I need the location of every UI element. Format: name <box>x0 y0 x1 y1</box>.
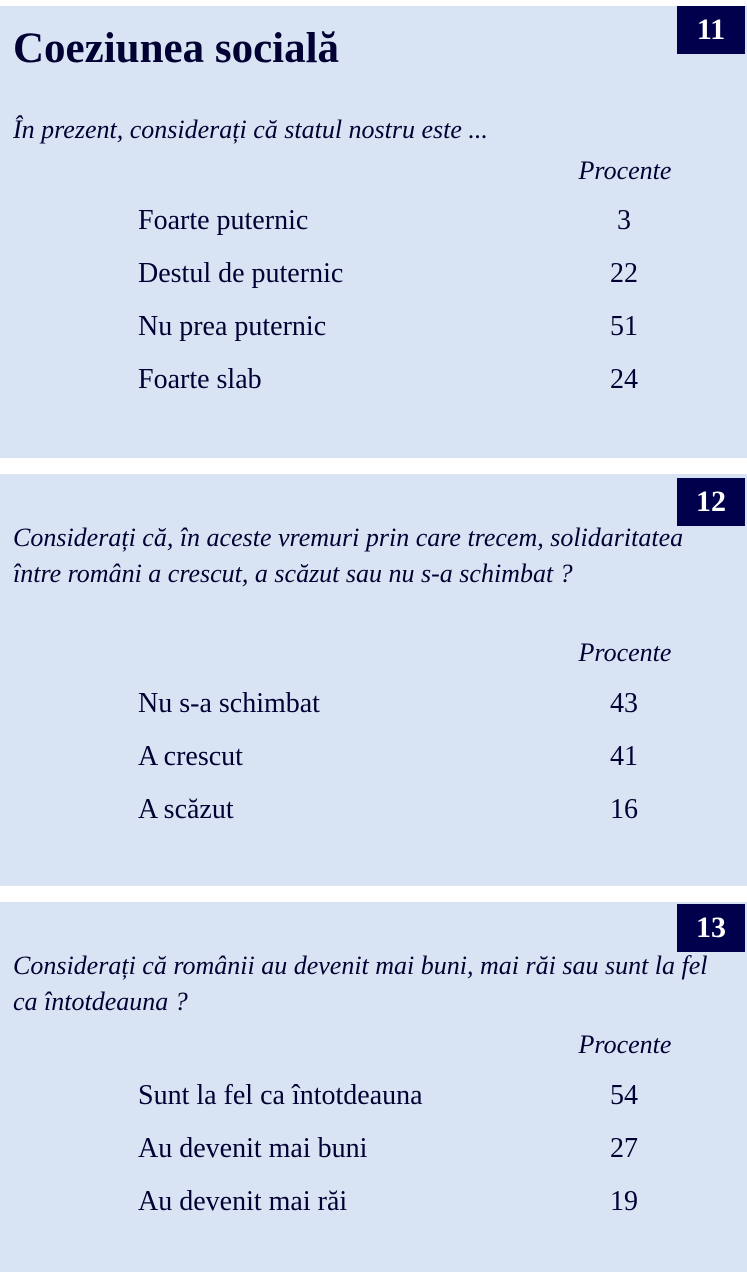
answer-percent: 43 <box>610 688 638 719</box>
section-number-badge: 11 <box>677 6 745 54</box>
answer-row <box>138 1133 698 1186</box>
answer-row <box>138 741 698 794</box>
answer-label: Foarte slab <box>138 364 262 395</box>
answer-percent: 27 <box>610 1133 638 1164</box>
answer-percent: 3 <box>617 205 631 236</box>
answer-label: Nu prea puternic <box>138 311 327 342</box>
answer-percent: 54 <box>610 1080 638 1111</box>
answer-list <box>138 205 698 417</box>
answer-row <box>138 794 698 847</box>
answer-list <box>138 688 698 847</box>
section-12-panel <box>0 474 747 886</box>
answer-row <box>138 1186 698 1239</box>
section-11-panel <box>0 6 747 458</box>
answer-label: Au devenit mai buni <box>138 1133 368 1164</box>
answer-label: Foarte puternic <box>138 205 309 236</box>
answer-percent: 51 <box>610 311 638 342</box>
answer-label: Sunt la fel ca întotdeauna <box>138 1080 423 1111</box>
percent-column-header: Procente <box>578 156 672 185</box>
answer-row <box>138 688 698 741</box>
answer-row <box>138 258 698 311</box>
answer-percent: 22 <box>610 258 638 289</box>
answer-percent: 41 <box>610 741 638 772</box>
section-number-badge: 12 <box>677 478 745 526</box>
answer-percent: 19 <box>610 1186 638 1217</box>
answer-label: Au devenit mai răi <box>138 1186 348 1217</box>
answer-percent: 24 <box>610 364 638 395</box>
question-text: În prezent, considerați că statul nostru este ... <box>13 115 488 144</box>
answer-row <box>138 1080 698 1133</box>
section-13-panel <box>0 902 747 1272</box>
answer-label: A crescut <box>138 741 243 772</box>
answer-row <box>138 205 698 258</box>
question-text: Considerați că românii au devenit mai buni, mai răi sau sunt la fel ca întotdeauna ? <box>13 951 708 1016</box>
percent-column-header: Procente <box>578 1030 672 1059</box>
answer-percent: 16 <box>610 794 638 825</box>
question-text: Considerați că, în aceste vremuri prin care trecem, solidaritatea între români a crescut, a scăzut sau nu s-a schimbat ? <box>13 523 684 588</box>
answer-label: Nu s-a schimbat <box>138 688 320 719</box>
answer-label: Destul de puternic <box>138 258 344 289</box>
answer-row <box>138 311 698 364</box>
section-number-badge: 13 <box>677 904 745 952</box>
answer-row <box>138 364 698 417</box>
percent-column-header: Procente <box>578 638 672 667</box>
answer-list <box>138 1080 698 1239</box>
answer-label: A scăzut <box>138 794 234 825</box>
page-title: Coeziunea socială <box>13 25 340 72</box>
